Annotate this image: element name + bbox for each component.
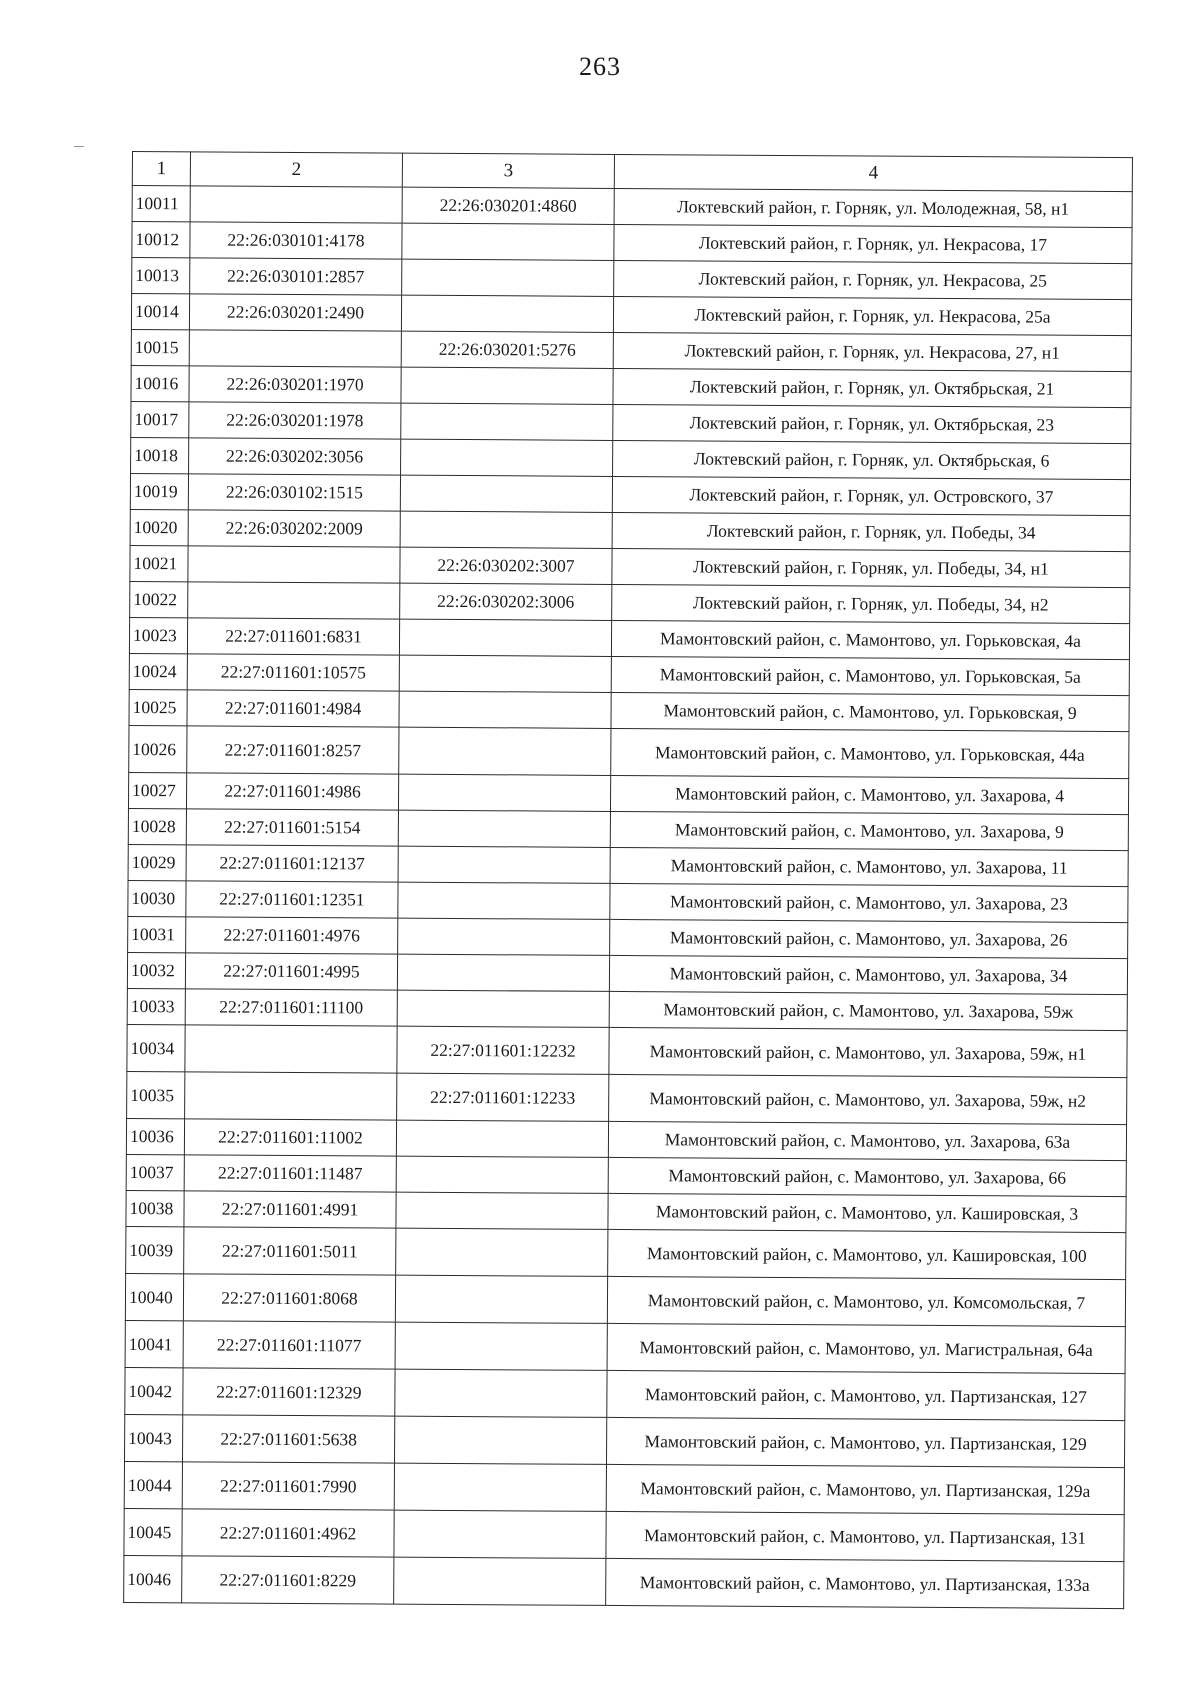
address-cell: Мамонтовский район, с. Мамонтово, ул. Горьковская, 44а (611, 728, 1129, 778)
cadastral-number-col2: 22:26:030101:2857 (190, 258, 402, 295)
cadastral-number-col2: 22:27:011601:4976 (186, 917, 398, 954)
scan-mark (74, 146, 84, 147)
header-col-4: 4 (614, 154, 1132, 191)
cadastral-number-col2: 22:27:011601:4984 (187, 690, 399, 727)
address-cell: Мамонтовский район, с. Мамонтово, ул. Захарова, 59ж (609, 991, 1127, 1030)
table-row (129, 725, 1129, 778)
cadastral-number-col3 (399, 691, 611, 728)
header-col-3: 3 (402, 153, 614, 188)
cadastral-number-col3 (402, 223, 614, 260)
row-number: 10028 (128, 808, 186, 844)
row-number: 10021 (130, 545, 188, 581)
cadastral-number-col3 (402, 259, 614, 296)
table-row (125, 1320, 1125, 1373)
address-cell: Локтевский район, г. Горняк, ул. Победы, 34 (612, 512, 1130, 551)
address-cell: Мамонтовский район, с. Мамонтово, ул. Захарова, 11 (610, 847, 1128, 886)
row-number: 10025 (129, 689, 187, 725)
cadastral-number-col3 (398, 774, 610, 811)
cadastral-number-col3 (395, 1322, 607, 1370)
address-cell: Мамонтовский район, с. Мамонтово, ул. Захарова, 23 (610, 883, 1128, 922)
row-number: 10044 (124, 1461, 182, 1508)
cadastral-number-col2: 22:26:030201:2490 (189, 294, 401, 331)
cadastral-number-col2: 22:27:011601:11100 (185, 989, 397, 1026)
row-number: 10043 (124, 1414, 182, 1461)
table-row (127, 988, 1127, 1030)
cadastral-number-col3 (398, 810, 610, 847)
cadastral-number-col2: 22:26:030101:4178 (190, 222, 402, 259)
cadastral-number-col2 (185, 1072, 397, 1120)
row-number: 10039 (126, 1226, 184, 1273)
cadastral-number-col3 (399, 655, 611, 692)
cadastral-number-col2: 22:27:011601:4995 (185, 953, 397, 990)
table-row (125, 1367, 1125, 1420)
table-row (124, 1508, 1124, 1561)
row-number: 10026 (129, 725, 187, 772)
cadastral-number-col3 (396, 1192, 608, 1229)
cadastral-number-col2: 22:27:011601:7990 (182, 1462, 394, 1510)
cadastral-number-col3: 22:26:030201:4860 (402, 187, 614, 224)
table-row (131, 294, 1131, 336)
address-cell: Мамонтовский район, с. Мамонтово, ул. Захарова, 9 (610, 811, 1128, 850)
cadastral-number-col2 (190, 186, 402, 223)
row-number: 10046 (124, 1555, 182, 1602)
cadastral-number-col3 (396, 1228, 608, 1276)
cadastral-number-col2: 22:26:030201:1970 (189, 366, 401, 403)
cadastral-number-col3: 22:26:030202:3007 (400, 547, 612, 584)
table-row (132, 186, 1132, 228)
address-cell: Локтевский район, г. Горняк, ул. Октябрьская, 21 (613, 368, 1131, 407)
address-cell: Локтевский район, г. Горняк, ул. Молодежная, 58, н1 (614, 188, 1132, 227)
address-cell: Мамонтовский район, с. Мамонтово, ул. Захарова, 66 (608, 1157, 1126, 1196)
cadastral-number-col2: 22:27:011601:11487 (184, 1155, 396, 1192)
cadastral-number-col2 (185, 1025, 397, 1073)
row-number: 10040 (125, 1273, 183, 1320)
table-row (130, 545, 1130, 587)
cadastral-number-col2: 22:27:011601:12329 (183, 1368, 395, 1416)
cadastral-number-col2: 22:26:030102:1515 (188, 474, 400, 511)
row-number: 10045 (124, 1508, 182, 1555)
row-number: 10017 (131, 401, 189, 437)
address-cell: Локтевский район, г. Горняк, ул. Октябрьская, 6 (613, 440, 1131, 479)
cadastral-number-col2 (188, 582, 400, 619)
cadastral-number-col2: 22:27:011601:5154 (186, 809, 398, 846)
cadastral-number-col3 (398, 846, 610, 883)
row-number: 10012 (132, 222, 190, 258)
table-row (127, 1024, 1127, 1077)
row-number: 10014 (131, 294, 189, 330)
row-number: 10034 (127, 1024, 185, 1071)
cadastral-number-col2: 22:27:011601:11002 (184, 1119, 396, 1156)
address-cell: Мамонтовский район, с. Мамонтово, ул. Захарова, 34 (609, 955, 1127, 994)
cadastral-number-col3: 22:27:011601:12232 (397, 1026, 609, 1074)
address-cell: Мамонтовский район, с. Мамонтово, ул. Горьковская, 4а (611, 620, 1129, 659)
table-row (130, 509, 1130, 551)
address-cell: Локтевский район, г. Горняк, ул. Победы, 34, н2 (612, 584, 1130, 623)
cadastral-number-col2 (188, 546, 400, 583)
address-cell: Мамонтовский район, с. Мамонтово, ул. Кашировская, 3 (608, 1193, 1126, 1232)
row-number: 10042 (125, 1367, 183, 1414)
table-row (132, 222, 1132, 264)
table-row (124, 1555, 1124, 1608)
cadastral-number-col3 (400, 511, 612, 548)
table-row (131, 401, 1131, 443)
table-row (128, 916, 1128, 958)
cadastral-number-col3: 22:27:011601:12233 (397, 1073, 609, 1121)
cadastral-number-col2: 22:27:011601:11077 (183, 1321, 395, 1369)
address-cell: Мамонтовский район, с. Мамонтово, ул. Горьковская, 9 (611, 692, 1129, 731)
page-number: 263 (579, 52, 621, 81)
cadastral-number-col3 (396, 1120, 608, 1157)
table-row (129, 689, 1129, 731)
cadastral-number-col3 (397, 990, 609, 1027)
cadastral-number-col3 (395, 1369, 607, 1417)
table-row (131, 365, 1131, 407)
table-row (130, 581, 1130, 623)
cadastral-number-col3 (398, 918, 610, 955)
cadastral-number-col3: 22:26:030201:5276 (401, 331, 613, 368)
cadastral-number-col3 (399, 619, 611, 656)
address-cell: Локтевский район, г. Горняк, ул. Некрасова, 25а (613, 296, 1131, 335)
address-cell: Мамонтовский район, с. Мамонтово, ул. Захарова, 26 (610, 919, 1128, 958)
address-cell: Локтевский район, г. Горняк, ул. Победы, 34, н1 (612, 548, 1130, 587)
row-number: 10029 (128, 844, 186, 880)
cadastral-number-col2: 22:27:011601:4962 (182, 1509, 394, 1557)
cadastral-number-col3 (394, 1510, 606, 1558)
table-row (124, 1461, 1124, 1514)
row-number: 10041 (125, 1320, 183, 1367)
table-row (129, 653, 1129, 695)
cadastral-number-col3 (401, 367, 613, 404)
address-cell: Мамонтовский район, с. Мамонтово, ул. Партизанская, 129 (606, 1417, 1124, 1467)
table-body (124, 186, 1133, 1609)
row-number: 10031 (128, 916, 186, 952)
cadastral-number-col3 (397, 954, 609, 991)
row-number: 10019 (130, 473, 188, 509)
row-number: 10033 (127, 988, 185, 1024)
cadastral-number-col2: 22:27:011601:4986 (186, 773, 398, 810)
cadastral-number-col2: 22:27:011601:8068 (183, 1274, 395, 1322)
cadastral-number-col3 (396, 1156, 608, 1193)
table-row (126, 1118, 1126, 1160)
address-cell: Локтевский район, г. Горняк, ул. Октябрьская, 23 (613, 404, 1131, 443)
row-number: 10020 (130, 509, 188, 545)
cadastral-number-col3 (401, 439, 613, 476)
address-cell: Мамонтовский район, с. Мамонтово, ул. Партизанская, 129а (606, 1464, 1124, 1514)
cadastral-number-col2: 22:27:011601:6831 (187, 618, 399, 655)
row-number: 10016 (131, 365, 189, 401)
address-cell: Мамонтовский район, с. Мамонтово, ул. Захарова, 59ж, н1 (609, 1027, 1127, 1077)
cadastral-number-col2: 22:27:011601:10575 (187, 654, 399, 691)
table-row (127, 1071, 1127, 1124)
cadastral-number-col3 (401, 295, 613, 332)
cadastral-number-col2: 22:27:011601:12137 (186, 845, 398, 882)
table-row (126, 1226, 1126, 1279)
table-row (128, 808, 1128, 850)
header-col-2: 2 (190, 152, 402, 187)
address-cell: Мамонтовский район, с. Мамонтово, ул. Захарова, 63а (608, 1121, 1126, 1160)
table-row (131, 329, 1131, 371)
row-number: 10015 (131, 329, 189, 365)
row-number: 10037 (126, 1154, 184, 1190)
row-number: 10018 (131, 437, 189, 473)
table-row (125, 1273, 1125, 1326)
row-number: 10011 (132, 186, 190, 222)
cadastral-number-col2: 22:27:011601:12351 (186, 881, 398, 918)
row-number: 10023 (129, 617, 187, 653)
cadastral-number-col2 (189, 330, 401, 367)
address-cell: Мамонтовский район, с. Мамонтово, ул. Комсомольская, 7 (607, 1276, 1125, 1326)
header-col-1: 1 (132, 152, 190, 186)
table-row (128, 880, 1128, 922)
address-cell: Мамонтовский район, с. Мамонтово, ул. Партизанская, 127 (607, 1370, 1125, 1420)
address-cell: Мамонтовский район, с. Мамонтово, ул. Горьковская, 5а (611, 656, 1129, 695)
cadastral-number-col2: 22:26:030201:1978 (189, 402, 401, 439)
cadastral-number-col3 (394, 1463, 606, 1511)
row-number: 10027 (128, 772, 186, 808)
address-cell: Локтевский район, г. Горняк, ул. Некрасова, 17 (614, 224, 1132, 263)
cadastral-number-col2: 22:26:030202:3056 (189, 438, 401, 475)
row-number: 10030 (128, 880, 186, 916)
address-cell: Мамонтовский район, с. Мамонтово, ул. Магистральная, 64а (607, 1323, 1125, 1373)
table-row (129, 617, 1129, 659)
registry-table (123, 151, 1133, 1609)
table-row (128, 772, 1128, 814)
address-cell: Мамонтовский район, с. Мамонтово, ул. Партизанская, 131 (606, 1511, 1124, 1561)
cadastral-number-col2: 22:27:011601:8229 (182, 1556, 394, 1604)
cadastral-number-col2: 22:27:011601:5011 (184, 1227, 396, 1275)
table-row (128, 844, 1128, 886)
row-number: 10013 (132, 258, 190, 294)
cadastral-number-col3 (401, 403, 613, 440)
table-row (126, 1154, 1126, 1196)
cadastral-number-col2: 22:27:011601:4991 (184, 1191, 396, 1228)
table-row (132, 258, 1132, 300)
cadastral-number-col3 (394, 1557, 606, 1605)
cadastral-number-col3 (394, 1416, 606, 1464)
cadastral-number-col3 (399, 727, 611, 775)
row-number: 10022 (130, 581, 188, 617)
address-cell: Мамонтовский район, с. Мамонтово, ул. Захарова, 59ж, н2 (609, 1074, 1127, 1124)
table-row (124, 1414, 1124, 1467)
row-number: 10036 (126, 1118, 184, 1154)
table-row (131, 437, 1131, 479)
address-cell: Мамонтовский район, с. Мамонтово, ул. Захарова, 4 (610, 775, 1128, 814)
address-cell: Мамонтовский район, с. Мамонтово, ул. Кашировская, 100 (608, 1229, 1126, 1279)
cadastral-number-col2: 22:27:011601:8257 (187, 726, 399, 774)
address-cell: Мамонтовский район, с. Мамонтово, ул. Партизанская, 133а (606, 1558, 1124, 1608)
table-row (126, 1190, 1126, 1232)
cadastral-number-col3: 22:26:030202:3006 (400, 583, 612, 620)
cadastral-number-col2: 22:26:030202:2009 (188, 510, 400, 547)
cadastral-number-col3 (398, 882, 610, 919)
cadastral-number-col3 (400, 475, 612, 512)
row-number: 10035 (127, 1071, 185, 1118)
row-number: 10038 (126, 1190, 184, 1226)
row-number: 10032 (127, 952, 185, 988)
row-number: 10024 (129, 653, 187, 689)
cadastral-number-col3 (395, 1275, 607, 1323)
table-row (130, 473, 1130, 515)
address-cell: Локтевский район, г. Горняк, ул. Некрасова, 27, н1 (613, 332, 1131, 371)
cadastral-number-col2: 22:27:011601:5638 (182, 1415, 394, 1463)
address-cell: Локтевский район, г. Горняк, ул. Островского, 37 (612, 476, 1130, 515)
address-cell: Локтевский район, г. Горняк, ул. Некрасова, 25 (614, 260, 1132, 299)
table-row (127, 952, 1127, 994)
